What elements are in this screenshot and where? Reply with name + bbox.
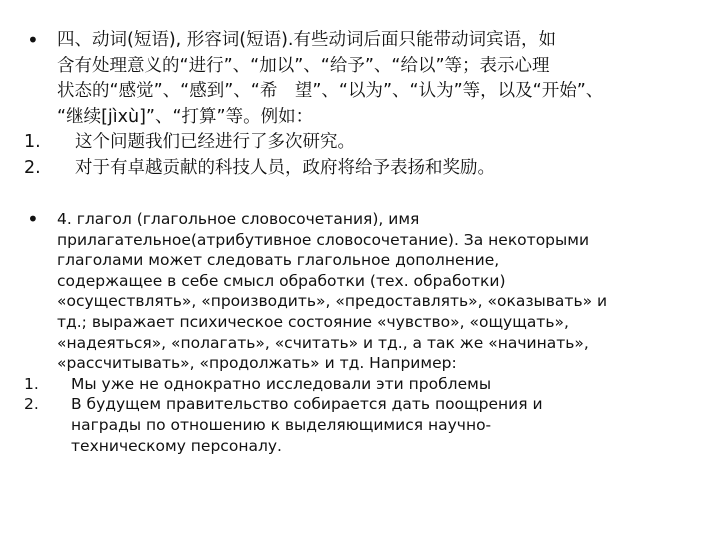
chinese-example-2 (0, 156, 720, 182)
russian-section (0, 209, 720, 456)
text-line: «надеяться», «полагать», «считать» и тд., а так же «начинать», (57, 333, 589, 352)
text-line: тд.; выражает психическое состояние «чувство», «ощущать», (57, 312, 569, 331)
example-number: 2. (24, 395, 39, 414)
example-text: 这个问题我们已经进行了多次研究。 (75, 132, 355, 152)
text-line: 四、动词(短语), 形容词(短语).有些动词后面只能带动词宾语，如 (57, 30, 556, 50)
text-line: «рассчитывать», «продолжать» и тд. Например: (57, 354, 457, 373)
text-line: «осуществлять», «производить», «предоставлять», «оказывать» и (57, 292, 608, 311)
text-line: глаголами может следовать глагольное дополнение, (57, 251, 500, 270)
text-line: 状态的“感觉”、“感到”、“希 望”、“以为”、“认为”等，以及“开始”、 (57, 81, 604, 101)
example-text: 对于有卓越贡献的科技人员，政府将给予表扬和奖励。 (75, 157, 495, 178)
example-text: В будущем правительство собирается дать поощрения и (71, 395, 543, 414)
example-number: 1. (24, 132, 41, 152)
russian-example-2 (0, 394, 720, 456)
russian-bullet-item (0, 209, 720, 374)
text-line: 含有处理意义的“进行”、“加以”、“给予”、“给以”等；表示心理 (57, 55, 550, 76)
text-line: 4. глагол (глагольное словосочетания), имя (57, 210, 420, 228)
example-number: 2. (24, 157, 41, 178)
text-line: “继续[jìxù]”、“打算”等。例如： (57, 106, 314, 127)
russian-bullet-text (57, 209, 697, 374)
example-text: Мы уже не однократно исследовали эти проблемы (71, 374, 492, 393)
example-text: награды по отношению к выделяющимися научно- (71, 415, 492, 434)
bullet-marker: • (27, 28, 39, 52)
chinese-section (0, 28, 720, 181)
example-number: 1. (24, 374, 39, 393)
bullet-marker: • (27, 207, 39, 231)
text-line: содержащее в себе смысл обработки (тех. обработки) (57, 271, 506, 290)
chinese-bullet-text (57, 28, 687, 130)
russian-example-1 (0, 374, 720, 395)
chinese-bullet-item (0, 28, 720, 130)
chinese-example-1 (0, 130, 720, 156)
text-line: прилагательное(атрибутивное словосочетание). За некоторыми (57, 230, 590, 249)
example-text: техническому персоналу. (71, 436, 282, 455)
